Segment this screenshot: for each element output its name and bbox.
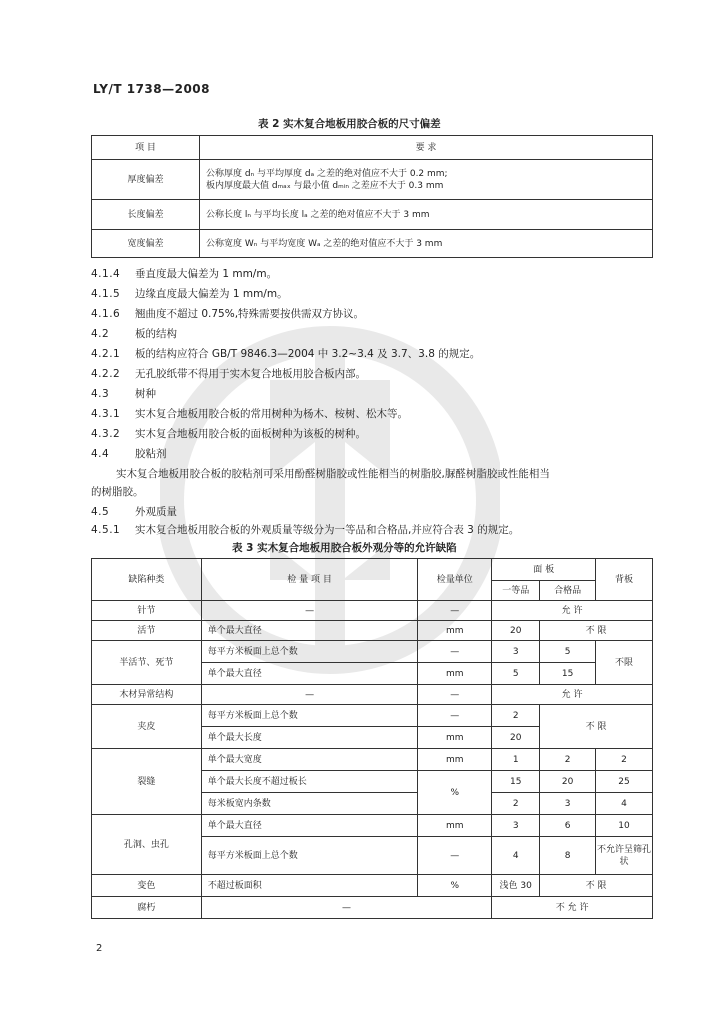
head-first: 一等品: [492, 581, 540, 601]
table3: [91, 558, 653, 919]
clause: 4.3.2 实木复合地板用胶合板的面板树种为该板的树种。: [91, 428, 366, 440]
cell: 3: [540, 793, 596, 815]
paragraph: 的树脂胶。: [91, 486, 144, 498]
cell: 15: [492, 771, 540, 793]
cell: 2: [540, 749, 596, 771]
cell: —: [418, 685, 492, 705]
cell: 2: [492, 705, 540, 727]
cell: mm: [418, 815, 492, 837]
cell: 单个最大长度: [201, 727, 418, 749]
table2-head-req: 要 求: [200, 136, 653, 160]
cell: %: [418, 771, 492, 815]
cell: —: [201, 897, 491, 919]
section-heading: 4.2 板的结构: [91, 328, 177, 340]
cell: %: [418, 875, 492, 897]
table2: [91, 135, 653, 258]
clause: 4.1.4 垂直度最大偏差为 1 mm/m。: [91, 268, 278, 280]
cell: 单个最大长度不超过板长: [201, 771, 418, 793]
cell: 不 限: [540, 705, 653, 749]
table2-req: 公称宽度 Wₙ 与平均宽度 Wₐ 之差的绝对值应不大于 3 mm: [200, 230, 653, 258]
cell: 单个最大直径: [201, 621, 418, 641]
cell: 不限: [596, 641, 653, 685]
cell: 允 许: [492, 601, 653, 621]
cell: 6: [540, 815, 596, 837]
cell: 25: [596, 771, 653, 793]
paragraph: 实木复合地板用胶合板的胶粘剂可采用酚醛树脂胶或性能相当的树脂胶,脲醛树脂胶或性能相当: [116, 468, 550, 480]
cell: mm: [418, 663, 492, 685]
cell: —: [418, 641, 492, 663]
cell: 单个最大直径: [201, 815, 418, 837]
cell: 孔洞、虫孔: [92, 815, 202, 875]
cell: 不 限: [540, 621, 653, 641]
clause: 4.2.2 无孔胶纸带不得用于实木复合地板用胶合板内部。: [91, 368, 366, 380]
cell: 20: [492, 621, 540, 641]
standard-code: LY/T 1738—2008: [93, 82, 211, 96]
clause: 4.5.1 实木复合地板用胶合板的外观质量等级分为一等品和合格品,并应符合表 3 的规定。: [91, 524, 520, 536]
cell: 1: [492, 749, 540, 771]
head-qualified: 合格品: [540, 581, 596, 601]
cell: 木材异常结构: [92, 685, 202, 705]
cell: 裂缝: [92, 749, 202, 815]
cell: 20: [540, 771, 596, 793]
cell: 3: [492, 815, 540, 837]
cell: 5: [540, 641, 596, 663]
cell: —: [201, 601, 418, 621]
head-unit: 检量单位: [418, 559, 492, 601]
head-back: 背板: [596, 559, 653, 601]
table2-caption: 表 2 实木复合地板用胶合板的尺寸偏差: [258, 118, 441, 130]
cell: 每平方米板面上总个数: [201, 641, 418, 663]
cell: 变色: [92, 875, 202, 897]
cell: 针节: [92, 601, 202, 621]
cell: 2: [596, 749, 653, 771]
table2-head-item: 项 目: [92, 136, 200, 160]
head-defect: 缺陷种类: [92, 559, 202, 601]
cell: —: [201, 685, 418, 705]
cell: 2: [492, 793, 540, 815]
table2-item: 宽度偏差: [92, 230, 200, 258]
clause: 4.1.6 翘曲度不超过 0.75%,特殊需要按供需双方协议。: [91, 308, 365, 320]
cell: 不允许呈筛孔状: [596, 837, 653, 875]
cell: 允 许: [492, 685, 653, 705]
table2-item: 长度偏差: [92, 200, 200, 230]
cell: 夹皮: [92, 705, 202, 749]
table2-req: 公称厚度 dₙ 与平均厚度 dₐ 之差的绝对值应不大于 0.2 mm; 板内厚度最大值 dₘₐₓ 与最小值 dₘᵢₙ 之差应不大于 0.3 mm: [200, 160, 653, 200]
head-face: 面 板: [492, 559, 596, 581]
cell: 4: [492, 837, 540, 875]
cell: 不 限: [540, 875, 653, 897]
cell: —: [418, 705, 492, 727]
cell: 不超过板面积: [201, 875, 418, 897]
cell: 每平方米板面上总个数: [201, 705, 418, 727]
section-heading: 4.3 树种: [91, 388, 156, 400]
clause: 4.3.1 实木复合地板用胶合板的常用树种为杨木、桉树、松木等。: [91, 408, 408, 420]
head-item: 检 量 项 目: [201, 559, 418, 601]
cell: 不 允 许: [492, 897, 653, 919]
clause: 4.2.1 板的结构应符合 GB/T 9846.3—2004 中 3.2~3.4 及 3.7、3.8 的规定。: [91, 348, 481, 360]
section-heading: 4.4 胶粘剂: [91, 448, 167, 460]
cell: 单个最大直径: [201, 663, 418, 685]
cell: 8: [540, 837, 596, 875]
cell: —: [418, 837, 492, 875]
cell: mm: [418, 621, 492, 641]
cell: 4: [596, 793, 653, 815]
cell: —: [418, 601, 492, 621]
cell: 10: [596, 815, 653, 837]
cell: 单个最大宽度: [201, 749, 418, 771]
cell: 每米板宽内条数: [201, 793, 418, 815]
cell: 浅色 30: [492, 875, 540, 897]
table2-item: 厚度偏差: [92, 160, 200, 200]
cell: 3: [492, 641, 540, 663]
cell: 每平方米板面上总个数: [201, 837, 418, 875]
table3-caption: 表 3 实木复合地板用胶合板外观分等的允许缺陷: [232, 542, 457, 554]
page-number: 2: [96, 943, 103, 954]
cell: 20: [492, 727, 540, 749]
cell: mm: [418, 749, 492, 771]
cell: 活节: [92, 621, 202, 641]
cell: mm: [418, 727, 492, 749]
cell: 5: [492, 663, 540, 685]
clause: 4.1.5 边缘直度最大偏差为 1 mm/m。: [91, 288, 288, 300]
cell: 半活节、死节: [92, 641, 202, 685]
section-heading: 4.5 外观质量: [91, 506, 177, 518]
table2-req: 公称长度 lₙ 与平均长度 lₐ 之差的绝对值应不大于 3 mm: [200, 200, 653, 230]
cell: 腐朽: [92, 897, 202, 919]
cell: 15: [540, 663, 596, 685]
